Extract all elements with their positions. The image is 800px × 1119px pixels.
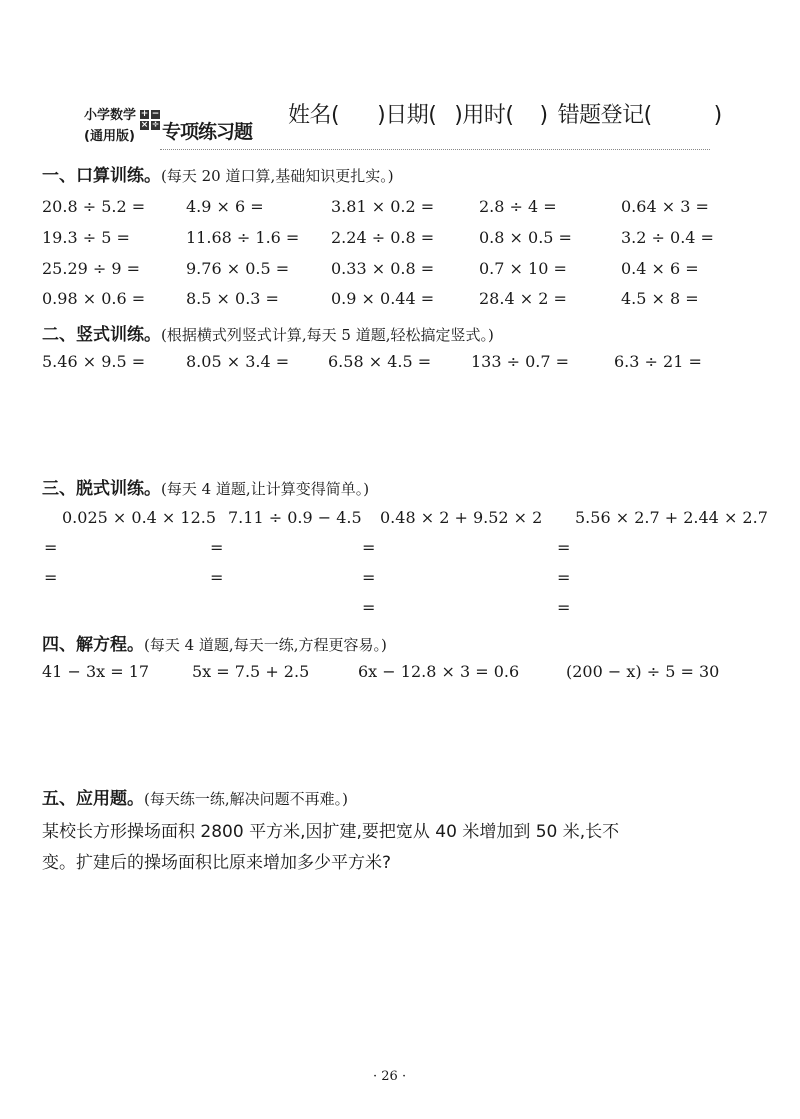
- vertical-item: 6.58 × 4.5 =: [328, 352, 432, 371]
- oral-item: 0.33 × 0.8 =: [331, 259, 435, 278]
- logo-operators-icon: [140, 110, 160, 130]
- section-vertical-heading: [42, 320, 494, 345]
- section-equations-heading: [42, 630, 387, 655]
- oral-item: 3.2 ÷ 0.4 =: [621, 228, 714, 247]
- equals-sign: =: [557, 538, 571, 557]
- oral-item: 0.9 × 0.44 =: [331, 289, 435, 308]
- section-oral-note: (每天 20 道口算,基础知识更扎实。): [161, 167, 394, 185]
- logo-title: 专项练习题: [162, 121, 253, 143]
- oral-item: 11.68 ÷ 1.6 =: [186, 228, 300, 247]
- equation-item: (200 − x) ÷ 5 = 30: [566, 662, 720, 681]
- divide-icon: ÷: [151, 120, 160, 130]
- equation-item: 41 − 3x = 17: [42, 662, 150, 681]
- time-field-label: 用时(: [462, 103, 514, 128]
- oral-item: 0.7 × 10 =: [479, 259, 567, 278]
- vertical-item: 5.46 × 9.5 =: [42, 352, 146, 371]
- oral-item: 0.8 × 0.5 =: [479, 228, 572, 247]
- equals-sign: =: [44, 568, 58, 587]
- logo-subject: 小学数学: [84, 108, 137, 123]
- equals-sign: =: [210, 568, 224, 587]
- section-word-heading: [42, 784, 348, 809]
- header-divider: [160, 149, 710, 150]
- oral-item: 0.64 × 3 =: [621, 197, 709, 216]
- date-field-label: 日期(: [385, 103, 437, 128]
- equals-sign: =: [362, 598, 376, 617]
- date-field-close: ): [454, 103, 463, 128]
- times-icon: ×: [140, 120, 149, 130]
- section-word-title: 五、应用题。: [42, 789, 144, 809]
- section-equations-title: 四、解方程。: [42, 635, 144, 655]
- section-word-note: (每天练一练,解决问题不再难。): [144, 790, 348, 808]
- equals-sign: =: [210, 538, 224, 557]
- oral-item: 2.8 ÷ 4 =: [479, 197, 557, 216]
- oral-item: 0.4 × 6 =: [621, 259, 699, 278]
- equals-sign: =: [557, 568, 571, 587]
- oral-item: 9.76 × 0.5 =: [186, 259, 290, 278]
- minus-icon: −: [151, 109, 160, 119]
- oral-item: 2.24 ÷ 0.8 =: [331, 228, 435, 247]
- oral-item: 8.5 × 0.3 =: [186, 289, 279, 308]
- stepwise-item: 5.56 × 2.7 + 2.44 × 2.7: [575, 508, 768, 527]
- errors-field-close: ): [713, 103, 722, 128]
- vertical-item: 8.05 × 3.4 =: [186, 352, 290, 371]
- stepwise-item: 7.11 ÷ 0.9 − 4.5: [228, 508, 362, 527]
- oral-item: 19.3 ÷ 5 =: [42, 228, 130, 247]
- word-problem-line-1: 某校长方形操场面积 2800 平方米,因扩建,要把宽从 40 米增加到 50 米,长不: [42, 822, 620, 842]
- oral-item: 4.5 × 8 =: [621, 289, 699, 308]
- oral-item: 28.4 × 2 =: [479, 289, 567, 308]
- logo-edition: (通用版): [84, 129, 135, 144]
- equation-item: 5x = 7.5 + 2.5: [192, 662, 310, 681]
- name-field-close: ): [377, 103, 386, 128]
- section-oral-heading: [42, 161, 394, 186]
- equals-sign: =: [362, 568, 376, 587]
- stepwise-item: 0.025 × 0.4 × 12.5: [62, 508, 217, 527]
- section-vertical-title: 二、竖式训练。: [42, 325, 161, 345]
- equals-sign: =: [44, 538, 58, 557]
- page-number: · 26 ·: [373, 1069, 407, 1084]
- vertical-item: 133 ÷ 0.7 =: [471, 352, 570, 371]
- section-oral-title: 一、口算训练。: [42, 166, 161, 186]
- section-equations-note: (每天 4 道题,每天一练,方程更容易。): [144, 636, 387, 654]
- section-stepwise-note: (每天 4 道题,让计算变得简单。): [161, 480, 370, 498]
- section-stepwise-heading: [42, 474, 369, 499]
- word-problem-line-2: 变。扩建后的操场面积比原来增加多少平方米?: [42, 853, 392, 873]
- oral-item: 25.29 ÷ 9 =: [42, 259, 141, 278]
- oral-item: 0.98 × 0.6 =: [42, 289, 146, 308]
- oral-item: 3.81 × 0.2 =: [331, 197, 435, 216]
- equals-sign: =: [362, 538, 376, 557]
- stepwise-item: 0.48 × 2 + 9.52 × 2: [380, 508, 543, 527]
- equation-item: 6x − 12.8 × 3 = 0.6: [358, 662, 520, 681]
- equals-sign: =: [557, 598, 571, 617]
- plus-icon: +: [140, 109, 149, 119]
- section-stepwise-title: 三、脱式训练。: [42, 479, 161, 499]
- section-vertical-note: (根据横式列竖式计算,每天 5 道题,轻松搞定竖式。): [161, 326, 494, 344]
- oral-item: 20.8 ÷ 5.2 =: [42, 197, 146, 216]
- name-field-label: 姓名(: [288, 103, 340, 128]
- header-fields: [288, 98, 722, 129]
- oral-item: 4.9 × 6 =: [186, 197, 264, 216]
- vertical-item: 6.3 ÷ 21 =: [614, 352, 702, 371]
- time-field-close: ): [539, 103, 548, 128]
- errors-field-label: 错题登记(: [557, 103, 652, 128]
